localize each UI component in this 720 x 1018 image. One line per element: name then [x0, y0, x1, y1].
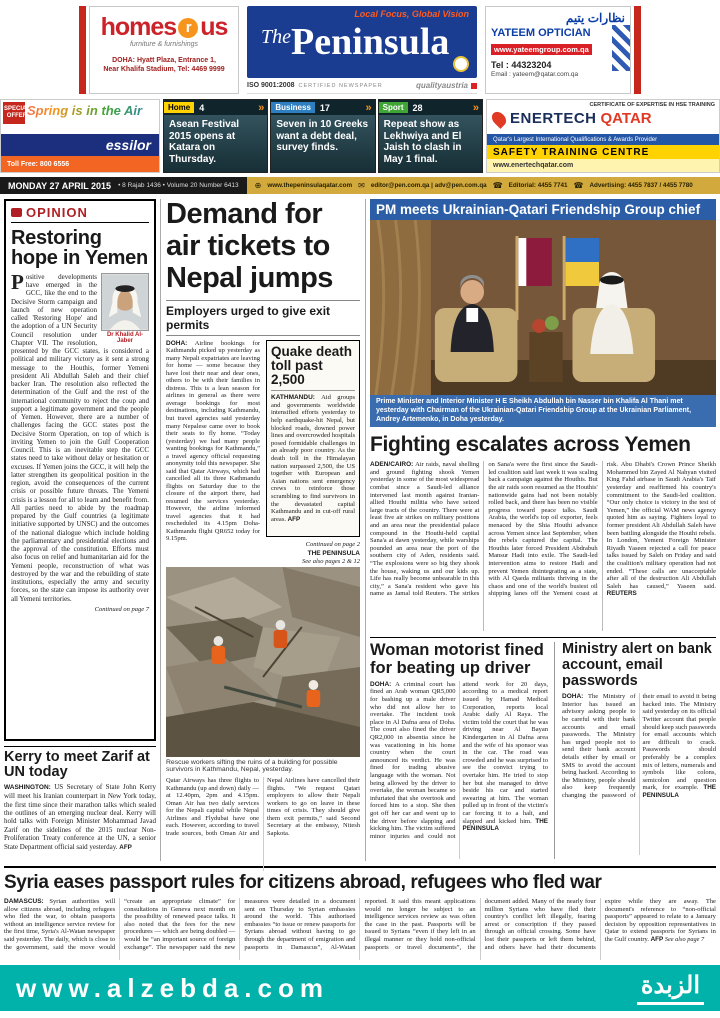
chevrons-icon: » [258, 101, 265, 114]
alzebda-url[interactable]: www.alzebda.com [16, 972, 329, 1003]
alzebda-arabic-logo[interactable]: الزبدة [637, 971, 704, 1005]
left-margin [4, 6, 76, 94]
teaser-business[interactable] [270, 99, 375, 173]
nepal-dateline: DOHA: [166, 339, 188, 347]
yateem-phone: Tel : 44323204 [491, 60, 552, 70]
nepal-body-continuation: Qatar Airways has three flights to Kathmandu (up and down) daily — at 12.40pm, 2pm and 4.15pm. Oman Air has two daily services for the Nepali capital while Nepal Airlines and Flydubai have one each. However, according to travel trade sources, both Oman Air and Nepal Airlines have cancelled their flights. “We request Qatari employers to allow their Nepali workers to go on leave in these times of crisis. They should give them exit permits,” said Second Secretary at the embassy, Nitesh Sapkota. [166, 777, 360, 838]
syria-article [4, 866, 716, 960]
teaser-home[interactable] [163, 99, 268, 173]
quality-medal-icon [453, 56, 469, 72]
ministry-headline: Ministry alert on bank account, email passwords [562, 641, 712, 689]
enertech-brand: ENERTECH [510, 110, 597, 127]
opinion-author-name: Dr Khalid Al-Jaber [106, 331, 144, 344]
opinion-author-photo [101, 273, 149, 344]
rescue-photo [166, 567, 360, 757]
teaser-ad-row [0, 99, 720, 173]
teaser-sport-tag: Sport [379, 102, 408, 113]
newspaper-website[interactable]: www.thepeninsulaqatar.com [267, 182, 353, 189]
woman-motorist-headline: Woman motorist fined for beating up driver [370, 641, 544, 677]
pm-meeting-photo-image [370, 220, 716, 395]
teaser-home-text: Asean Festival 2015 opens at Katara on Thursday. [164, 115, 267, 172]
teaser-sport-header [379, 100, 482, 115]
quake-headline: Quake death toll past 2,500 [271, 345, 355, 392]
teaser-business-tag: Business [271, 102, 315, 113]
opinion-body: Positive developments have emerged in the GCC, like the end to the Decisive Storm campaign and launch of new operation called 'Restoring Hope' and the adoption of a UN Security Council resolution under Chapter VII. The resolution, presented by the GCC states, is considered a political and military victory as it sent a strong message to the Houthis, former Yemeni president Ali Abdullah Saleh and their chief backer Iran. The resolution also reflected the determination of the Gulf and the rest of the international community to reject the coup and support a legitimate government and the people of Yemen. However, there are a number of challenges facing the GCC states post the Decisive Storm Operation, on top of which is inviting Yemen to join the Gulf Cooperation Council. This is an inevitable step the GCC states need to take without delay or hesitation or excuses. If Yemen joins the GCC, it will help the latter strengthen its geopolitical position in the region, avoid the consequences of the current crisis or possible future threats. The Yemeni crisis is a lesson for all to learn and benefit from. All parties need to abide by the roadmap prepared by the Gulf countries (a legitimate initiative supported by UNSC) and the outcomes of the national dialogue which include holding the parliamentary and presidential elections and the approval of the constitution. Efforts must also focus on relief and humanitarian aid for the Yemeni people, reconstruction of what was destroyed by the war and the rebuilding of state institutions, especially the army and security forces, so the state can impose its authority over all Yemeni territories. [11, 269, 149, 603]
yemen-headline: Fighting escalates across Yemen [370, 433, 691, 457]
rescue-photo-caption: Rescue workers sifting the ruins of a building for possible survivors in Kathmandu, Nepal, yesterday. [166, 758, 338, 774]
qualityaustria-logo: qualityaustria [415, 81, 468, 90]
date-bar-left [0, 177, 247, 194]
syria-signoff: AFP [650, 935, 664, 943]
nepal-continued-block [266, 541, 360, 564]
nepal-body-col1: DOHA: Airline bookings for Kathmandu picked up yesterday as many Nepali expatriates are leaving for home — some because they have lost their near and dear ones, others to be with their families in distress. This is a lean season for airlines in general as there were average bookings for most destinations, including Kathmandu, but travel agencies said yesterday many Nepalese came over to book their seats to fly home. “Today (yesterday) we had many people wanting bookings for Kathmandu,” a travel agency official requesting anonymity told this newspaper. She said that Qatar Airways, which had cancelled all its three Kathmandu flights on Saturday due to the closure of the airport there, had resumed the services yesterday. However, the airline informed travel agencies that it had rescheduled its 4.15pm Doha-Kathmandu flight QR652 today for 9.15pm. [166, 339, 260, 543]
advertising-phone: Advertising: 4455 7837 / 4455 7780 [589, 182, 693, 189]
front-page-content [4, 199, 716, 861]
chevrons-icon: » [365, 101, 372, 114]
date-bar-contacts [247, 177, 720, 194]
masthead-title: Peninsula [291, 21, 450, 63]
syria-seealso-note: See also page 7 [664, 935, 705, 943]
kerry-article [4, 746, 156, 851]
qualityaustria-dot-icon [471, 83, 477, 89]
woman-motorist-signoff: THE PENINSULA [462, 817, 548, 833]
flame-icon [489, 109, 509, 129]
ministry-body: DOHA: The Ministry of Interior has issued an advisory asking people to be careful with their bank accounts and email passwords. The Ministry has urged people not to send their bank account details either by email or SMS to avoid the account being hacked. According to the Ministry, people should also keep frequently changing the password of their email to avoid it being hacked into. The Ministry said yesterday on its official Twitter account that people should keep such passwords for email accounts which are difficult to crack. Passwords should preferably be a complex mix of letters, numerals and symbols like colons, semicolon and question mark, for example. THE PENINSULA [562, 693, 716, 799]
quake-dateline: KATHMANDU: [271, 394, 315, 402]
issue-info: • 8 Rajab 1436 • Volume 20 Number 6413 [118, 182, 239, 189]
iso-sub-label: CERTIFIED NEWSPAPER [298, 82, 383, 89]
quake-signoff: AFP [287, 515, 301, 523]
nepal-seealso-note: See also pages 2 & 12 [302, 558, 360, 565]
pm-meeting-photo [370, 220, 716, 395]
homesrus-r-badge: r [178, 18, 198, 38]
left-column [4, 199, 156, 861]
syria-dateline: DAMASCUS: [4, 898, 44, 905]
masthead-slogan: Local Focus, Global Vision [354, 9, 469, 19]
yateem-optician-ad[interactable] [485, 6, 631, 94]
phone-icon: ☎ [573, 181, 584, 190]
enertech-safety-band: SAFETY TRAINING CENTRE [487, 145, 719, 160]
essilor-spring-ad[interactable] [0, 99, 160, 173]
yemen-body: ADEN/CAIRO: Air raids, naval shelling and ground fighting shook Yemen yesterday in some of the most widespread combat since a Saudi-led alliance intervened last month against Iranian-allied Houthi militia who have seized large tracts of the country. There were at least five air strikes on military positions and an area near the presidential palace compound in the Houthi-held capital Sana'a at dawn yesterday, while warships pounded an area near the port of the southern city of Aden, residents said. “The explosions were so big they shook the house, waking us and our kids up. Life has really become unbearable in this city,” a Sana'a resident who gave his name as Jamal told Reuters. The strikes on Sana'a were the first since the Saudi-led coalition said last week it was scaling back a campaign against the Houthis. But the air raids soon resumed as the Houthis' nationwide gains had not been notably rolled back, and there has been no visible progress toward peace talks. Saudi Arabia, the world's top oil exporter, feels menaced by the Shia Houthi advance across Yemen since last September, when the rebels captured the capital. The Houthis later forced President Abdrabuh Mansur Hadi into exile. The Saudi-led intervention aims to restore Hadi and prevent Yemen disintegrating as a state, with Al Qaeda militants thriving in the chaos and one of the world's busiest oil shipping lanes off the Yemeni coast at risk. Abu Dhabi's Crown Prince Sheikh Mohammed bin Zayed Al Nahyan visited King Fahd airbase in Saudi Arabia's Taif yesterday and reaffirmed his country's commitment to the Saudi-led coalition. “Our only choice is victory in the test of Yemen,” the official WAM news agency quoted him as saying. Fighters loyal to former president Ali Abdullah Saleh have been battling alongside the Houthi rebels. In London, Yemeni Foreign Minister Riyadh Yaseen rejected a call for peace talks issued by Saleh on Friday and said the coalition's military operation had not ended. “These calls are unacceptable after all of the destruction Ali Abdullah Saleh has caused,” Yaseen said. REUTERS [370, 461, 716, 598]
right-bottom-row [370, 637, 716, 859]
author-portrait-image [101, 273, 149, 331]
ministry-dateline: DOHA: [562, 693, 584, 701]
yateem-url[interactable]: www.yateemgroup.com.qa [491, 44, 592, 55]
nepal-subhead: Employers urged to give exit permits [166, 300, 360, 336]
teaser-business-text: Seven in 10 Greeks want a debt deal, survey finds. [271, 115, 374, 172]
teaser-home-header [164, 100, 267, 115]
mail-icon: ✉ [358, 181, 365, 190]
speech-bubble-icon [11, 208, 22, 217]
nepal-body-row [166, 340, 360, 565]
yateem-email: Email : yateem@qatar.com.qa [491, 71, 579, 78]
nepal-continued-note: Continued on page 2 [305, 541, 360, 549]
right-column [370, 199, 716, 861]
opinion-box [4, 199, 156, 741]
teaser-home-page: 4 [199, 102, 205, 113]
header-ad-row [4, 6, 716, 94]
enertech-ad[interactable] [486, 99, 720, 173]
syria-body: DAMASCUS: Syrian authorities will allow citizens abroad, including refugees who fled the war, to obtain passports without an intelligence service review for the first time, Syria's Al-Watan newspaper said yesterday. The daily, which is close to the government, said the move would “create an appropriate climate” for consultations in Geneva next month on the possibility of renewed peace talks. It also noted that the fees for the new procedures — which are being doubled — would be “an important source of foreign exchange”. The newspaper said the new measures were detailed in a document sent on Thursday to Syrian embassies around the world. This authorised embassies “to issue or renew passports for Syrians abroad without having to go through the department of emigration and passports in Damascus”, Al-Watan reported. It said this meant applications would no longer be subject to an intelligence services review as was often the case in the past. Passports will be issued to Syrians “even if they left in an illegal manner or they hold non-official passports or travel documents”, the document added. Many of the nearly four million Syrians who have fled their country's conflict left illegally, fearing arrest or conscription if they passed through an official crossing. Some have lost their passports or left them behind, and others have had their documents expire while they are away. The document's reference to “non-official passports” appeared to relate to a January decision by opposition representatives in Qatar to extend passports for Syrians in the Gulf country. AFP See also page 7 [4, 898, 716, 951]
syria-headline: Syria eases passport rules for citizens abroad, refugees who fled war [4, 872, 602, 893]
yateem-brand: YATEEM OPTICIAN [491, 27, 591, 39]
masthead-banner [247, 6, 477, 78]
yateem-arabic-name: نظارات يتيم [565, 11, 625, 25]
yateem-pattern-decoration [612, 25, 631, 71]
yemen-signoff: REUTERS [606, 590, 637, 598]
pm-photo-caption: Prime Minister and Interior Minister H E Sheikh Abdullah bin Nasser bin Khalifa Al Thani met yesterday with Chairman of the Ukrainian-Qatari Friendship Group at the Ukrainian Parliament, Andrey Artemenko, in Doha yesterday. [370, 395, 716, 427]
globe-icon: ⊕ [254, 181, 262, 190]
date-bar [0, 177, 720, 194]
homesrus-tagline: furniture & furnishings [129, 41, 199, 48]
special-offer-badge: SPECIAL OFFER [3, 102, 25, 124]
teaser-sport-text: Repeat show as Lekhwiya and El Jaish to clash in May 1 final. [379, 115, 482, 172]
woman-motorist-body: DOHA: A criminal court has fined an Arab woman QR5,000 for bashing up a male driver who did not allow her to overtake. The incident took place in Al Dafna area of Doha. The court also fined the driver QR2,000 in absentia since he was vacationing in his home country when the court announced its verdict. He was fined for trading abusive language with the woman. Not being allowed by the driver to overtake, the woman became so infuriated that she overtook and forced him to a stop. She then got off her car and went up to the driver before slapping and kicking him. The victim suffered minor injuries and could not attend work for 20 days, according to a medical report issued by Hamad Medical Corporation, reports local Arabic daily Al Raya. The victim told the court that he was driving near Al Bayan Kindergarten in Al Dafna area and the wife of his sponsor was in the car. The road was crowded and he was surprised to see the convict trying to overtake him. He tried to stop her but she managed to drive beside his car and started swearing at him. The woman pulled up in front of the victim's car forcing it to a halt, and slapped and kicked him. THE PENINSULA [370, 680, 548, 840]
teaser-business-header [271, 100, 374, 115]
teaser-sport[interactable] [378, 99, 483, 173]
quake-toll-box [266, 340, 360, 538]
quake-body: KATHMANDU: Aid groups and governments worldwide intensified efforts yesterday to help earthquake-hit Nepal, but blocked roads, downed power lines and overcrowded hospitals posed formidable challenges in an already poor country. As the death toll in the Himalayan nation surpassed 2,500, the US together with European and Asian nations sent emergency crews to reinforce those scrambling to find survivors in the devastated capital Kathmandu and in cut-off rural areas. AFP [271, 394, 355, 523]
teaser-home-tag: Home [164, 102, 194, 113]
enertech-certificate-text: CERTIFICATE OF EXPERTISE IN HSE TRAINING [589, 102, 715, 108]
kerry-signoff: AFP [119, 843, 132, 851]
enertech-qatar: QATAR [600, 110, 652, 127]
drop-cap: P [11, 269, 24, 294]
opinion-headline: Restoring hope in Yemen [11, 227, 148, 270]
contact-emails: editor@pen.com.qa | adv@pen.com.qa [370, 182, 487, 189]
editorial-phone: Editorial: 4455 7741 [508, 182, 568, 189]
kerry-headline: Kerry to meet Zarif at UN today [4, 749, 150, 781]
spring-script-text: Spring is in the Air [1, 100, 159, 118]
teaser-sport-page: 28 [412, 102, 423, 113]
iso-strip [247, 78, 477, 94]
enertech-bluebar: Qatar's Largest International Qualifications & Awards Provider [487, 134, 719, 145]
phone-icon: ☎ [492, 181, 503, 190]
left-red-strip [79, 6, 86, 94]
enertech-website[interactable]: www.enertechqatar.com [487, 159, 719, 172]
enertech-brand-row [493, 110, 652, 127]
kerry-body: WASHINGTON: US Secretary of State John Kerry will meet his Iranian counterpart in New York today, the first time since their marathon talks which sealed the outlines of an emerging nuclear deal. Kerry will hold talks with Foreign Minister Mohammad Javad Zarif on the sidelines of the 2015 nuclear Non-Proliferation Treaty conference at the UN, a senior State Department official said yesterday. AFP [4, 783, 156, 851]
yemen-article [370, 433, 716, 631]
yemen-dateline: ADEN/CAIRO: [370, 461, 414, 469]
issue-date: MONDAY 27 APRIL 2015 [8, 180, 112, 191]
nepal-sidebar [266, 340, 360, 565]
masthead [247, 6, 477, 94]
section-teasers [162, 99, 484, 173]
homesrus-ad[interactable] [89, 6, 239, 94]
ministry-alert-article [554, 642, 716, 859]
opinion-header [11, 205, 149, 223]
pm-section-header: PM meets Ukrainian-Qatari Friendship Group chief [370, 199, 716, 220]
woman-motorist-article [370, 642, 554, 859]
essilor-logo: essilor [1, 134, 159, 156]
ministry-signoff: THE PENINSULA [642, 784, 716, 799]
center-column [160, 199, 366, 861]
opinion-continued-note: Continued on page 7 [94, 605, 149, 613]
teaser-business-page: 17 [319, 102, 330, 113]
chevrons-icon: » [472, 101, 479, 114]
opinion-label: OPINION [26, 205, 88, 220]
right-red-strip [634, 6, 641, 94]
nepal-brand-signoff: THE PENINSULA [307, 549, 360, 557]
homesrus-address: DOHA: Hyatt Plaza, Entrance 1, Near Khalifa Stadium, Tel: 4469 9999 [103, 57, 225, 74]
alzebda-footer [0, 965, 720, 1011]
masthead-the: The [261, 26, 291, 48]
kerry-dateline: WASHINGTON: [4, 784, 51, 792]
right-margin [644, 6, 716, 94]
homesrus-logo: homes r us [100, 13, 228, 41]
essilor-contact: Toll Free: 800 6556 [1, 156, 159, 172]
rescue-photo-image [166, 567, 360, 757]
woman-motorist-dateline: DOHA: [370, 680, 392, 688]
iso-label: ISO 9001:2008 [247, 82, 295, 89]
nepal-headline: Demand for air tickets to Nepal jumps [166, 198, 333, 294]
